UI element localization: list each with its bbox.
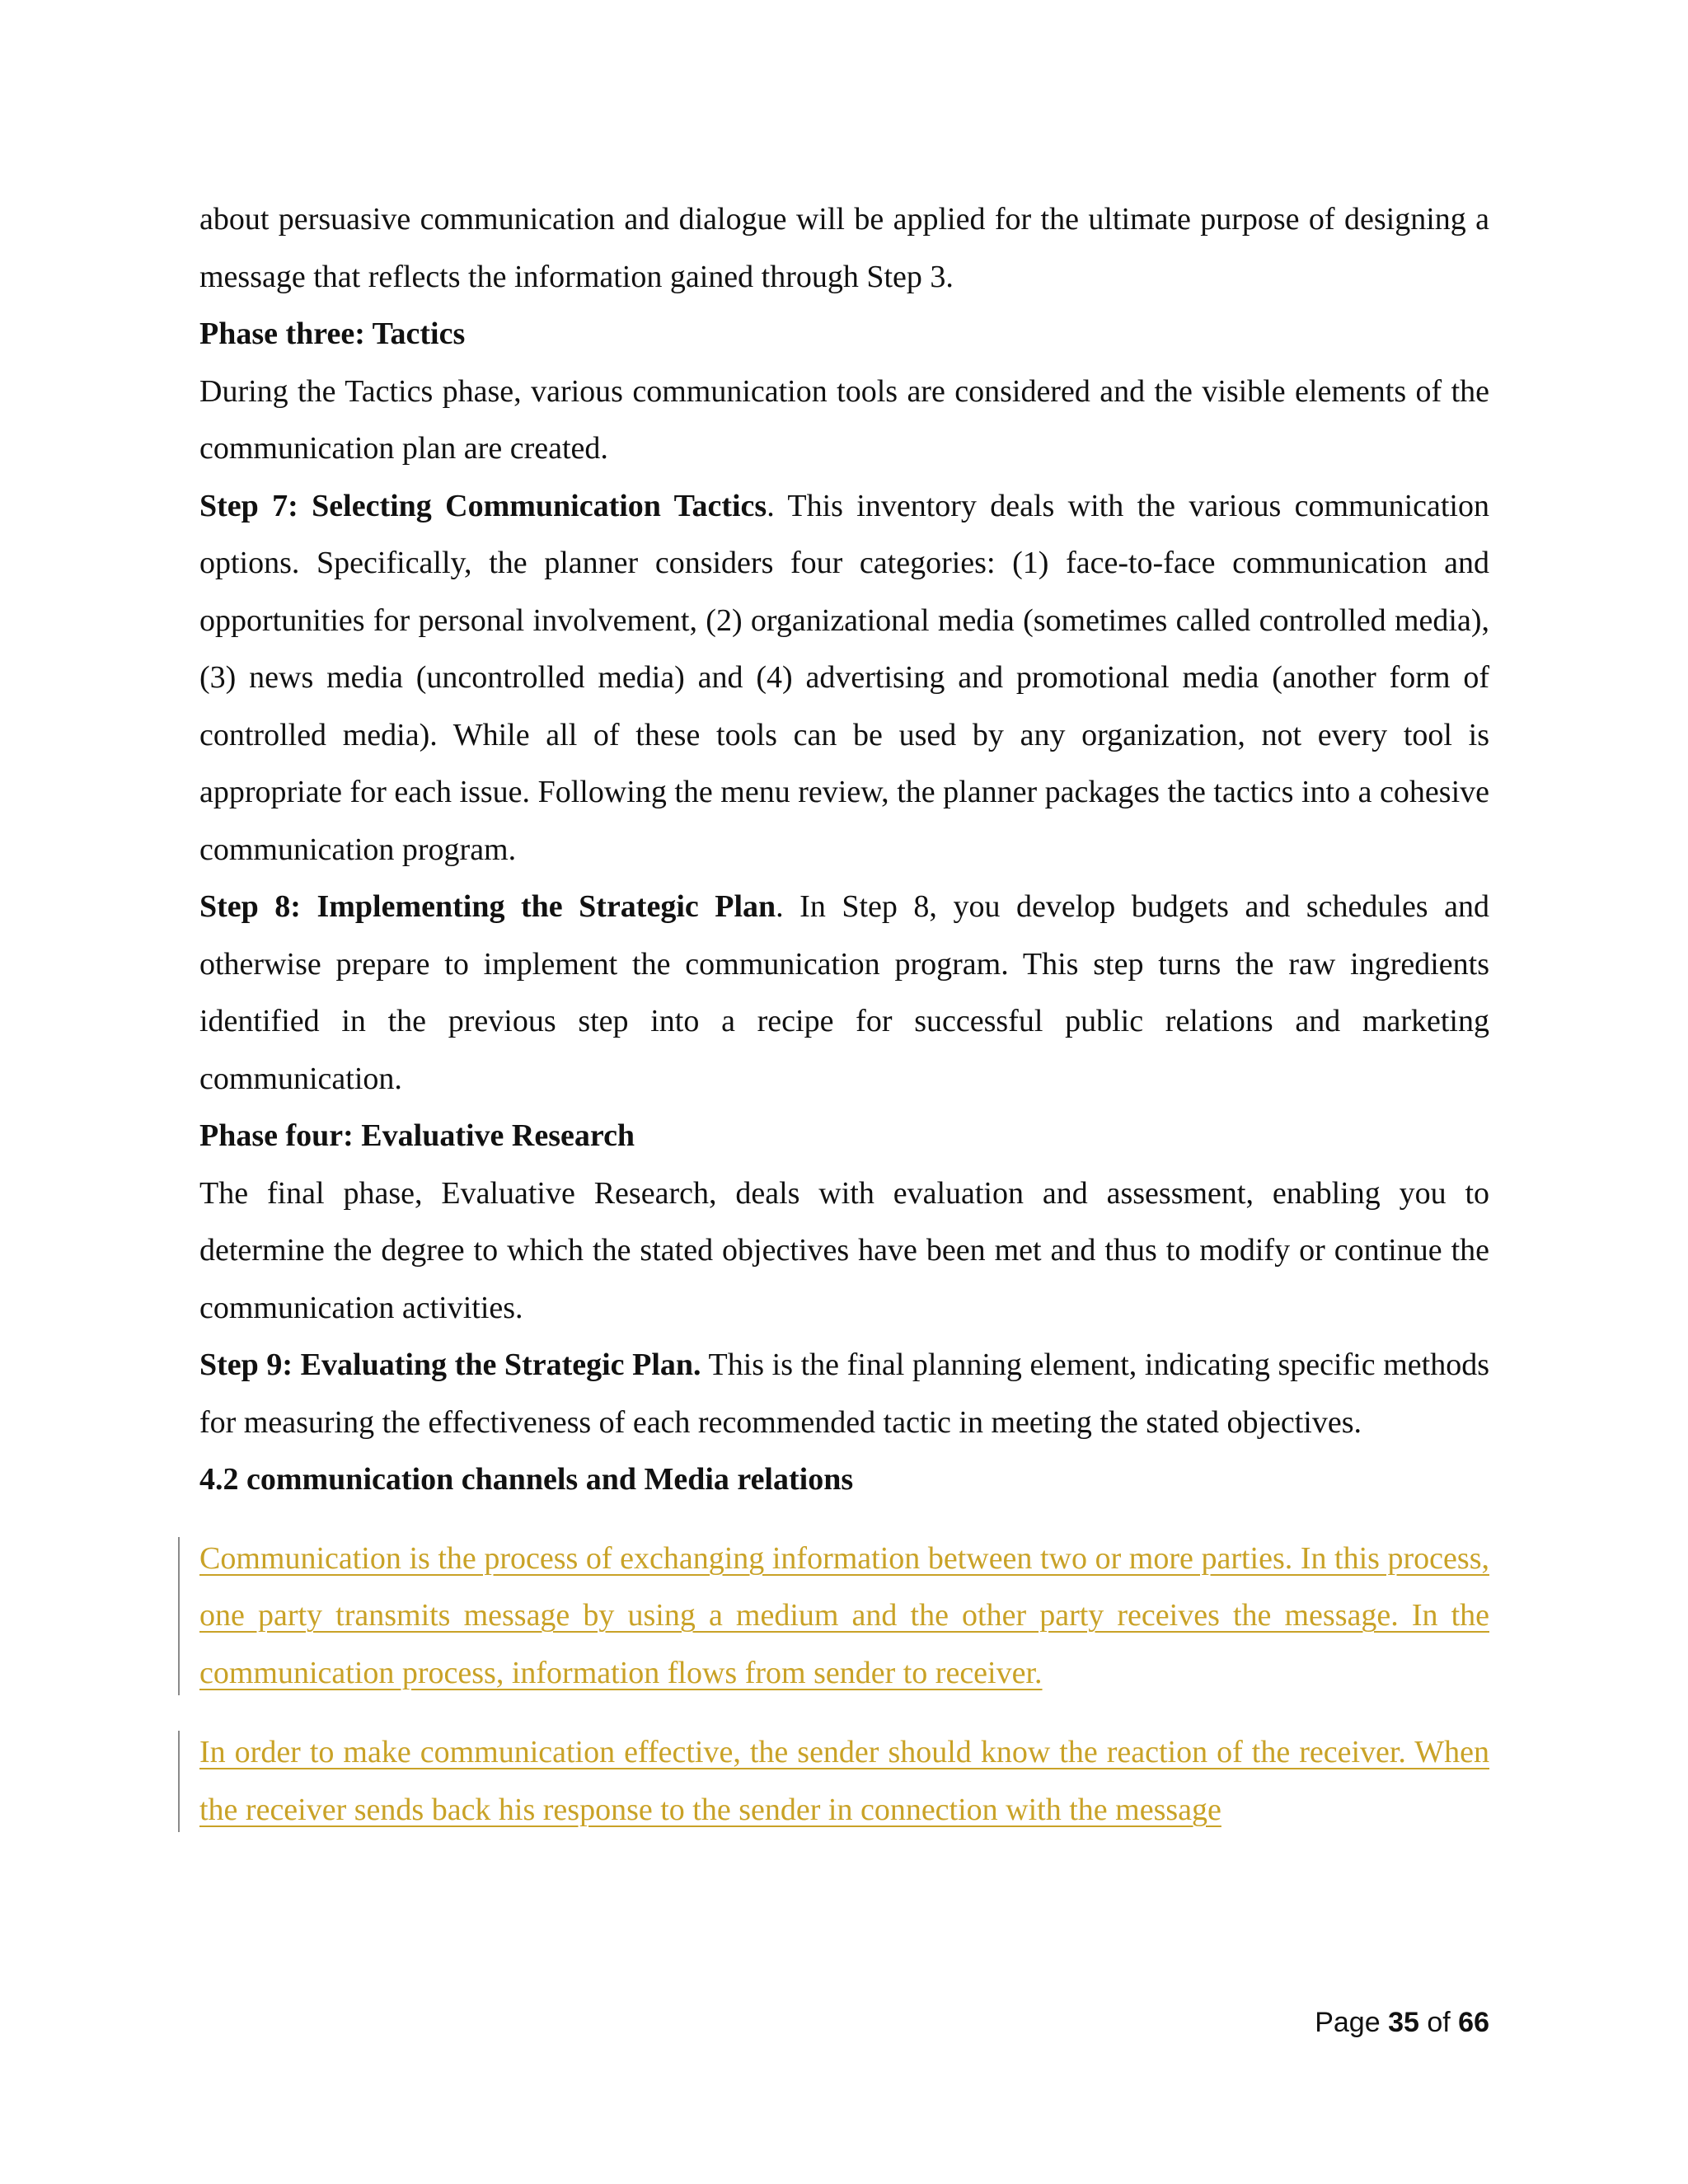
page-content <box>199 191 1489 1839</box>
page-total: 66 <box>1458 2007 1489 2038</box>
phase-three-heading: Phase three: Tactics <box>199 316 466 351</box>
tracked-change-paragraph-2 <box>199 1724 1489 1839</box>
page-label: Page <box>1315 2007 1381 2038</box>
phase-four-paragraph: The final phase, Evaluative Research, deals with evaluation and assessment, enabling you to determine the degree to which the stated objectives have been met and thus to modify or continue the communication activities. <box>199 1175 1489 1325</box>
step-7-paragraph <box>199 478 1489 879</box>
tracked-change-paragraph-1 <box>199 1530 1489 1703</box>
of-label: of <box>1427 2007 1451 2038</box>
phase-three-paragraph: During the Tactics phase, various communication tools are considered and the visible elements of the communication plan are created. <box>199 373 1489 466</box>
change-bar <box>178 1537 180 1696</box>
page-number: 35 <box>1388 2007 1419 2038</box>
step-7-body: . This inventory deals with the various communication options. Specifically, the planner considers four categories: (1) face-to-face communication and opportunities for personal involvement, (2) organizational media (sometimes called controlled media), (3) news media (uncontrolled media) and (4) advertising and promotional media (another form of controlled media). While all of these tools can be used by any organization, not every tool is appropriate for each issue. Following the menu review, the planner packages the tactics into a cohesive communication program. <box>199 488 1489 867</box>
change-bar <box>178 1731 180 1832</box>
section-heading: 4.2 communication channels and Media relations <box>199 1462 854 1497</box>
tracked-change-text-1: Communication is the process of exchanging information between two or more parties. In this process, one party transmits message by using a medium and the other party receives the message. In the communication process, information flows from sender to receiver. <box>199 1540 1489 1690</box>
step-8-title: Step 8: Implementing the Strategic Plan <box>199 889 776 924</box>
step-7-title: Step 7: Selecting Communication Tactics <box>199 488 767 523</box>
step-9-paragraph <box>199 1337 1489 1451</box>
page-footer <box>1315 2003 1489 2042</box>
step-9-body: This is the final planning element, indicating specific methods for measuring the effectiveness of each recommended tactic in meeting the stated objectives. <box>199 1347 1490 1440</box>
step-9-title: Step 9: Evaluating the Strategic Plan. <box>199 1347 701 1382</box>
intro-paragraph: about persuasive communication and dialogue will be applied for the ultimate purpose of designing a message that reflects the information gained through Step 3. <box>199 202 1489 294</box>
tracked-change-text-2: In order to make communication effective, the sender should know the reaction of the receiver. When the receiver sends back his response to the sender in connection with the message <box>199 1735 1489 1827</box>
step-8-paragraph <box>199 879 1489 1108</box>
phase-four-heading: Phase four: Evaluative Research <box>199 1118 635 1153</box>
step-8-body: . In Step 8, you develop budgets and schedules and otherwise prepare to implement the communication program. This step turns the raw ingredients identified in the previous step into a recipe for successful public relations and marketing communication. <box>199 889 1489 1096</box>
